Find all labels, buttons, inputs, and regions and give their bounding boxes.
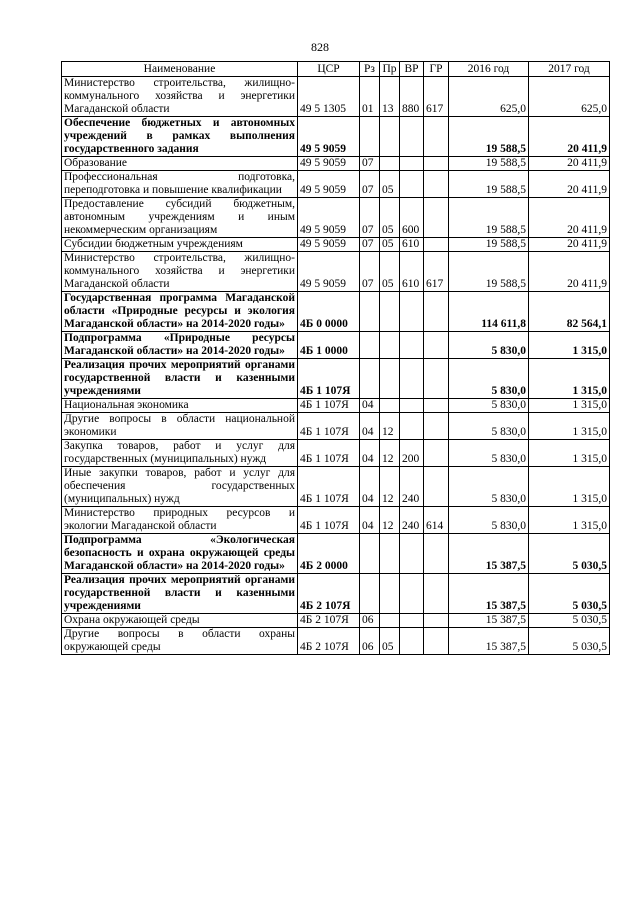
row-amount-2017: 20 411,9: [529, 157, 610, 171]
row-pr: 12: [380, 413, 400, 440]
row-name: Другие вопросы в области охраны окружающей среды: [62, 628, 298, 655]
row-rz: 04: [360, 399, 380, 413]
row-csr: 4Б 1 107Я: [298, 413, 360, 440]
row-vr: [400, 399, 424, 413]
header-rz: Рз: [360, 62, 380, 77]
row-vr: [400, 171, 424, 198]
row-amount-2017: 5 030,5: [529, 574, 610, 614]
row-csr: 4Б 1 0000: [298, 332, 360, 359]
row-gr: 617: [424, 252, 449, 292]
table-row: [62, 440, 610, 467]
row-gr: [424, 292, 449, 332]
row-gr: [424, 628, 449, 655]
row-vr: 600: [400, 198, 424, 238]
row-amount-2017: 1 315,0: [529, 332, 610, 359]
row-amount-2017: 1 315,0: [529, 413, 610, 440]
row-gr: [424, 198, 449, 238]
row-gr: [424, 238, 449, 252]
row-name: Обеспечение бюджетных и автономных учреждений в рамках выполнения государственного задания: [62, 117, 298, 157]
table-row: [62, 77, 610, 117]
row-rz: 07: [360, 252, 380, 292]
row-name: Подпрограмма «Экологическая безопасность и охрана окружающей среды Магаданской области» на 2014-2020 годы»: [62, 534, 298, 574]
row-amount-2016: 19 588,5: [449, 198, 529, 238]
row-amount-2016: 5 830,0: [449, 440, 529, 467]
table-row: [62, 467, 610, 507]
row-name: Предоставление субсидий бюджетным, автономным учреждениям и иным некоммерческим организациям: [62, 198, 298, 238]
row-vr: [400, 292, 424, 332]
row-vr: 200: [400, 440, 424, 467]
row-amount-2016: 15 387,5: [449, 628, 529, 655]
row-name: Министерство природных ресурсов и экологии Магаданской области: [62, 507, 298, 534]
row-pr: [380, 359, 400, 399]
row-pr: [380, 534, 400, 574]
row-name: Охрана окружающей среды: [62, 614, 298, 628]
row-vr: [400, 574, 424, 614]
row-vr: 240: [400, 507, 424, 534]
row-pr: 05: [380, 198, 400, 238]
row-vr: [400, 534, 424, 574]
row-csr: 49 5 9059: [298, 252, 360, 292]
row-gr: [424, 399, 449, 413]
row-vr: [400, 359, 424, 399]
row-amount-2016: 625,0: [449, 77, 529, 117]
row-amount-2016: 19 588,5: [449, 117, 529, 157]
row-vr: [400, 614, 424, 628]
row-rz: 07: [360, 157, 380, 171]
header-2016: 2016 год: [449, 62, 529, 77]
table-row: [62, 413, 610, 440]
row-csr: 4Б 0 0000: [298, 292, 360, 332]
row-rz: 04: [360, 440, 380, 467]
row-name: Министерство строительства, жилищно-коммунального хозяйства и энергетики Магаданской области: [62, 77, 298, 117]
row-vr: 240: [400, 467, 424, 507]
row-name: Образование: [62, 157, 298, 171]
row-gr: [424, 440, 449, 467]
row-amount-2017: 1 315,0: [529, 359, 610, 399]
row-gr: [424, 413, 449, 440]
row-gr: 614: [424, 507, 449, 534]
row-rz: 04: [360, 413, 380, 440]
row-rz: [360, 359, 380, 399]
row-amount-2017: 1 315,0: [529, 507, 610, 534]
table-row: [62, 252, 610, 292]
table-row: [62, 359, 610, 399]
row-name: Подпрограмма «Природные ресурсы Магаданской области» на 2014-2020 годы»: [62, 332, 298, 359]
row-csr: 4Б 2 107Я: [298, 574, 360, 614]
header-pr: Пр: [380, 62, 400, 77]
table-row: [62, 171, 610, 198]
row-csr: 4Б 1 107Я: [298, 467, 360, 507]
row-vr: [400, 332, 424, 359]
row-pr: [380, 157, 400, 171]
table-row: [62, 628, 610, 655]
row-rz: [360, 574, 380, 614]
table-row: [62, 399, 610, 413]
row-amount-2016: 19 588,5: [449, 171, 529, 198]
row-amount-2017: 82 564,1: [529, 292, 610, 332]
row-amount-2016: 5 830,0: [449, 332, 529, 359]
row-vr: 610: [400, 238, 424, 252]
row-name: Субсидии бюджетным учреждениям: [62, 238, 298, 252]
row-csr: 49 5 9059: [298, 171, 360, 198]
row-amount-2017: 20 411,9: [529, 238, 610, 252]
table-row: [62, 614, 610, 628]
row-amount-2016: 114 611,8: [449, 292, 529, 332]
table-row: [62, 292, 610, 332]
table-row: [62, 574, 610, 614]
row-gr: [424, 574, 449, 614]
row-name: Министерство строительства, жилищно-коммунального хозяйства и энергетики Магаданской области: [62, 252, 298, 292]
row-amount-2016: 5 830,0: [449, 507, 529, 534]
row-pr: [380, 332, 400, 359]
row-rz: 07: [360, 238, 380, 252]
row-csr: 4Б 2 107Я: [298, 628, 360, 655]
row-name: Профессиональная подготовка, переподготовка и повышение квалификации: [62, 171, 298, 198]
row-pr: [380, 292, 400, 332]
row-pr: 12: [380, 467, 400, 507]
row-amount-2017: 5 030,5: [529, 534, 610, 574]
row-gr: [424, 332, 449, 359]
row-amount-2017: 1 315,0: [529, 467, 610, 507]
row-csr: 4Б 1 107Я: [298, 507, 360, 534]
row-amount-2016: 5 830,0: [449, 359, 529, 399]
row-pr: 12: [380, 507, 400, 534]
row-pr: 05: [380, 628, 400, 655]
row-rz: 07: [360, 198, 380, 238]
row-rz: [360, 534, 380, 574]
row-amount-2017: 20 411,9: [529, 252, 610, 292]
budget-table: [61, 61, 610, 655]
header-name: Наименование: [62, 62, 298, 77]
row-rz: [360, 117, 380, 157]
row-name: Реализация прочих мероприятий органами государственной власти и казенными учреждениями: [62, 359, 298, 399]
row-gr: [424, 117, 449, 157]
row-csr: 4Б 1 107Я: [298, 440, 360, 467]
row-csr: 4Б 2 0000: [298, 534, 360, 574]
row-amount-2016: 19 588,5: [449, 252, 529, 292]
row-amount-2017: 625,0: [529, 77, 610, 117]
row-gr: [424, 359, 449, 399]
table-header-row: [62, 62, 610, 77]
page-number: 828: [311, 40, 329, 54]
table-row: [62, 534, 610, 574]
row-csr: 49 5 9059: [298, 117, 360, 157]
row-csr: 4Б 1 107Я: [298, 359, 360, 399]
row-name: Другие вопросы в области национальной экономики: [62, 413, 298, 440]
header-vr: ВР: [400, 62, 424, 77]
row-name: Государственная программа Магаданской области «Природные ресурсы и экология Магаданской области» на 2014-2020 годы»: [62, 292, 298, 332]
row-rz: 01: [360, 77, 380, 117]
row-rz: 06: [360, 614, 380, 628]
row-rz: 06: [360, 628, 380, 655]
row-csr: 4Б 1 107Я: [298, 399, 360, 413]
row-rz: 04: [360, 467, 380, 507]
row-csr: 49 5 9059: [298, 198, 360, 238]
row-rz: 04: [360, 507, 380, 534]
table-row: [62, 507, 610, 534]
row-pr: [380, 117, 400, 157]
header-gr: ГР: [424, 62, 449, 77]
row-pr: [380, 399, 400, 413]
row-amount-2016: 15 387,5: [449, 534, 529, 574]
row-csr: 49 5 9059: [298, 238, 360, 252]
row-pr: 12: [380, 440, 400, 467]
row-vr: [400, 157, 424, 171]
row-vr: 610: [400, 252, 424, 292]
row-amount-2016: 5 830,0: [449, 467, 529, 507]
row-pr: [380, 614, 400, 628]
table-body: [62, 77, 610, 655]
row-name: Национальная экономика: [62, 399, 298, 413]
row-amount-2016: 19 588,5: [449, 157, 529, 171]
row-gr: [424, 534, 449, 574]
row-amount-2017: 20 411,9: [529, 198, 610, 238]
table-row: [62, 238, 610, 252]
row-pr: 05: [380, 252, 400, 292]
table-row: [62, 157, 610, 171]
row-vr: [400, 117, 424, 157]
row-vr: [400, 628, 424, 655]
row-amount-2016: 19 588,5: [449, 238, 529, 252]
row-amount-2016: 5 830,0: [449, 399, 529, 413]
row-gr: [424, 171, 449, 198]
row-rz: [360, 292, 380, 332]
row-pr: [380, 574, 400, 614]
row-amount-2016: 15 387,5: [449, 614, 529, 628]
row-amount-2017: 20 411,9: [529, 117, 610, 157]
row-gr: 617: [424, 77, 449, 117]
row-amount-2017: 5 030,5: [529, 628, 610, 655]
row-amount-2017: 1 315,0: [529, 440, 610, 467]
table-row: [62, 198, 610, 238]
row-vr: [400, 413, 424, 440]
row-name: Закупка товаров, работ и услуг для государственных (муниципальных) нужд: [62, 440, 298, 467]
row-amount-2016: 15 387,5: [449, 574, 529, 614]
row-amount-2017: 1 315,0: [529, 399, 610, 413]
row-amount-2017: 5 030,5: [529, 614, 610, 628]
row-csr: 4Б 2 107Я: [298, 614, 360, 628]
row-amount-2017: 20 411,9: [529, 171, 610, 198]
row-pr: 05: [380, 238, 400, 252]
row-name: Иные закупки товаров, работ и услуг для обеспечения государственных (муниципальных) нужд: [62, 467, 298, 507]
row-csr: 49 5 9059: [298, 157, 360, 171]
row-gr: [424, 157, 449, 171]
row-name: Реализация прочих мероприятий органами государственной власти и казенными учреждениями: [62, 574, 298, 614]
table-row: [62, 117, 610, 157]
row-gr: [424, 467, 449, 507]
row-vr: 880: [400, 77, 424, 117]
header-csr: ЦСР: [298, 62, 360, 77]
table-row: [62, 332, 610, 359]
row-pr: 13: [380, 77, 400, 117]
row-rz: 07: [360, 171, 380, 198]
row-rz: [360, 332, 380, 359]
row-csr: 49 5 1305: [298, 77, 360, 117]
row-pr: 05: [380, 171, 400, 198]
row-amount-2016: 5 830,0: [449, 413, 529, 440]
header-2017: 2017 год: [529, 62, 610, 77]
row-gr: [424, 614, 449, 628]
